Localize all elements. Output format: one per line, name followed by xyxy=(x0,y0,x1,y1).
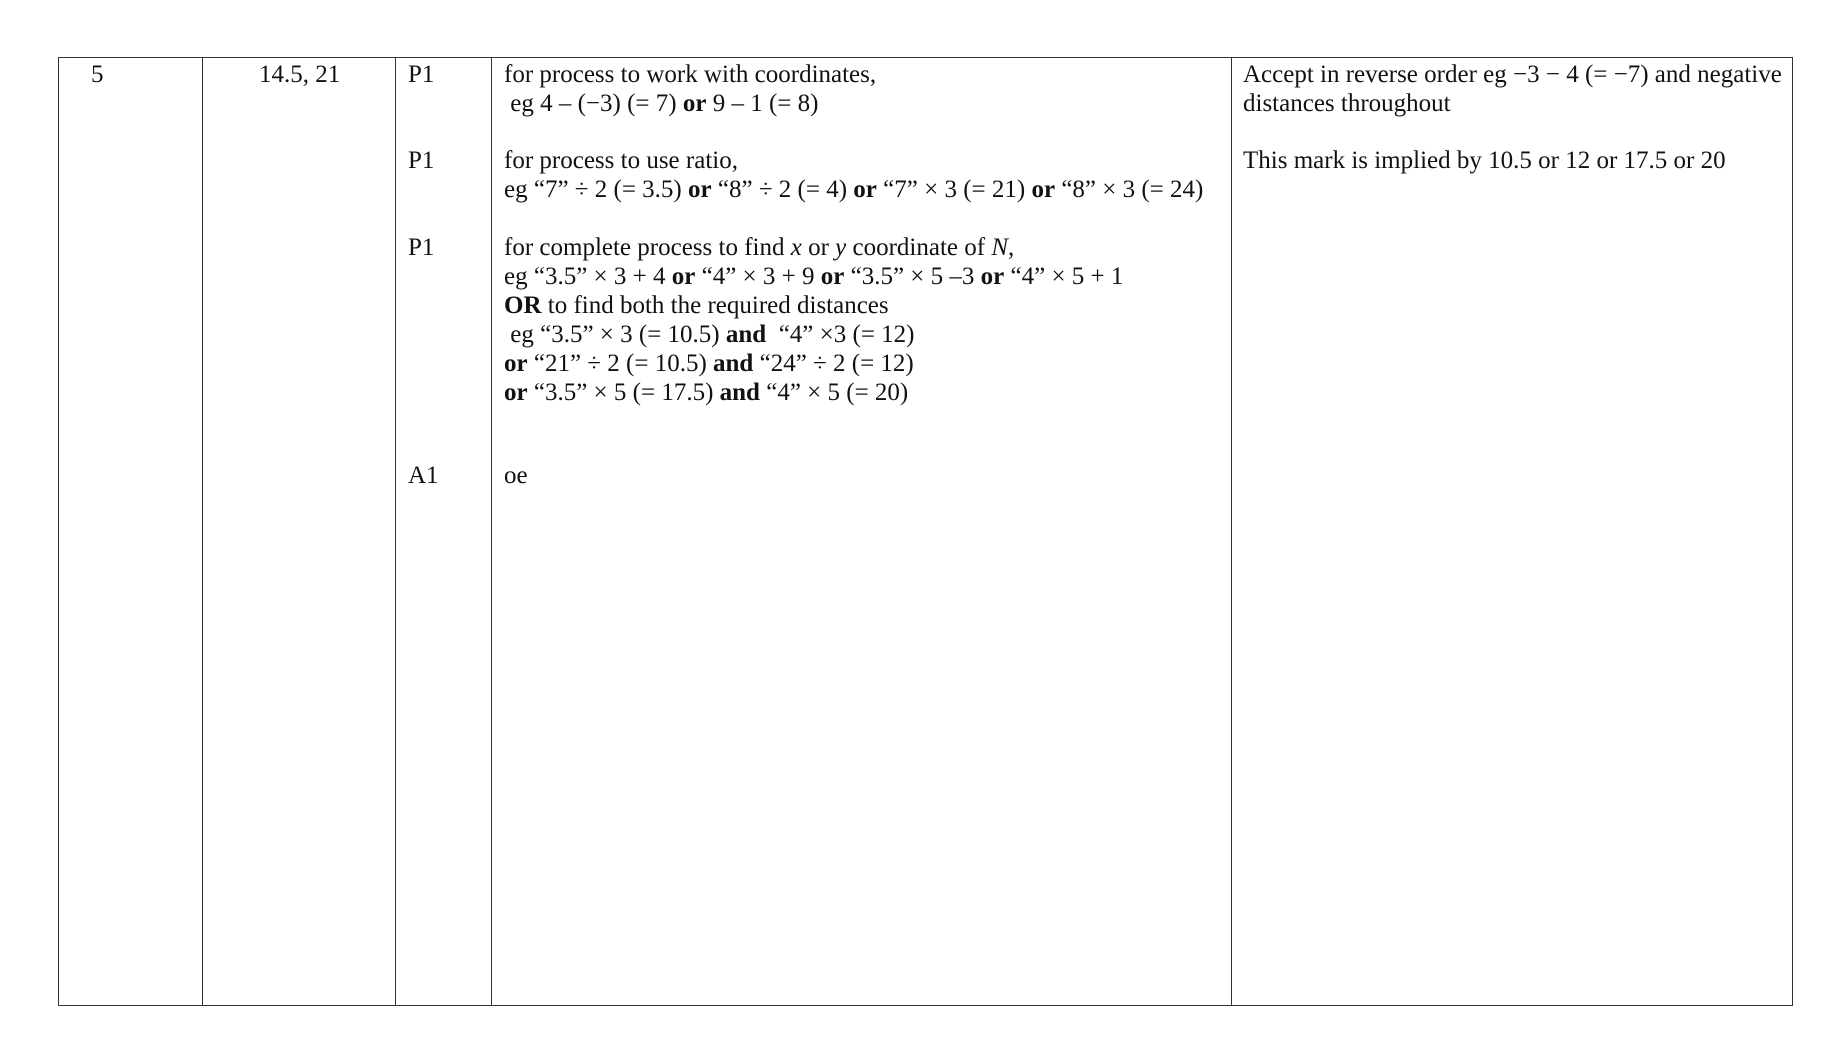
additional-guidance xyxy=(1243,146,1726,175)
method-segment: x xyxy=(790,234,802,261)
method-segment: “3.5” × 5 (= 17.5) xyxy=(527,379,720,406)
method-segment: or xyxy=(504,379,528,406)
method-segment: or xyxy=(820,263,845,290)
method-segment: “4” ×3 (= 12) xyxy=(766,321,915,348)
method-segment: or xyxy=(1031,176,1056,203)
method-text xyxy=(504,233,1123,407)
answer: 14.5, 21 xyxy=(259,61,341,88)
column-divider xyxy=(1231,58,1232,1005)
method-line xyxy=(504,461,528,490)
method-segment: oe xyxy=(504,462,528,489)
method-text xyxy=(504,60,876,118)
method-segment: for process to use ratio, xyxy=(504,147,738,174)
method-segment: “4” × 5 + 1 xyxy=(1004,263,1124,290)
method-line xyxy=(504,349,1123,378)
method-segment: “21” ÷ 2 (= 10.5) xyxy=(527,350,714,377)
method-segment: , xyxy=(1008,234,1015,261)
method-segment: OR xyxy=(504,292,542,319)
method-line xyxy=(504,89,876,118)
method-segment: eg “7” ÷ 2 (= 3.5) xyxy=(504,176,689,203)
guidance-line: This mark is implied by 10.5 or 12 or 17.5 or 20 xyxy=(1243,147,1726,174)
method-line xyxy=(504,320,1123,349)
method-line xyxy=(504,60,876,89)
method-segment: and xyxy=(713,350,754,377)
method-line xyxy=(504,262,1123,291)
method-segment: coordinate of xyxy=(846,234,992,261)
method-line xyxy=(504,233,1123,262)
method-segment: y xyxy=(835,234,847,261)
method-segment: and xyxy=(719,379,760,406)
method-segment: “24” ÷ 2 (= 12) xyxy=(753,350,914,377)
mark-code: A1 xyxy=(408,462,439,489)
column-divider xyxy=(395,58,396,1005)
method-line xyxy=(504,175,1203,204)
method-segment: eg “3.5” × 3 + 4 xyxy=(504,263,672,290)
method-segment: eg 4 – (−3) (= 7) xyxy=(504,90,683,117)
method-segment: “4” × 3 + 9 xyxy=(695,263,821,290)
method-segment: “8” × 3 (= 24) xyxy=(1055,176,1204,203)
method-line xyxy=(504,378,1123,407)
method-segment: or xyxy=(688,176,712,203)
column-divider xyxy=(202,58,203,1005)
mark-code: P1 xyxy=(408,61,435,88)
method-segment: or xyxy=(671,263,696,290)
method-segment: for complete process to find xyxy=(504,234,791,261)
method-line xyxy=(504,291,1123,320)
method-segment: or xyxy=(853,176,877,203)
method-segment: “7” × 3 (= 21) xyxy=(876,176,1032,203)
method-line xyxy=(504,146,1203,175)
method-segment: N xyxy=(991,234,1009,261)
method-segment: or xyxy=(801,234,836,261)
method-segment: and xyxy=(725,321,767,348)
method-segment: 9 – 1 (= 8) xyxy=(706,90,819,117)
method-segment: or xyxy=(504,350,528,377)
guidance-line: Accept in reverse order eg −3 − 4 (= −7) and negative xyxy=(1243,61,1782,88)
method-segment: for process to work with coordinates, xyxy=(504,61,877,88)
mark-code: P1 xyxy=(408,234,435,261)
question-number: 5 xyxy=(91,61,104,88)
method-segment: or xyxy=(682,90,707,117)
mark-scheme-table xyxy=(58,57,1793,1006)
method-segment: or xyxy=(980,263,1005,290)
method-segment: eg “3.5” × 3 (= 10.5) xyxy=(504,321,726,348)
method-text xyxy=(504,461,528,490)
method-text xyxy=(504,146,1203,204)
guidance-line: distances throughout xyxy=(1243,90,1451,117)
method-segment: “3.5” × 5 –3 xyxy=(844,263,981,290)
method-segment: to find both the required distances xyxy=(541,292,889,319)
method-segment: “4” × 5 (= 20) xyxy=(759,379,909,406)
mark-code: P1 xyxy=(408,147,435,174)
column-divider xyxy=(491,58,492,1005)
additional-guidance xyxy=(1243,60,1782,118)
method-segment: “8” ÷ 2 (= 4) xyxy=(711,176,854,203)
